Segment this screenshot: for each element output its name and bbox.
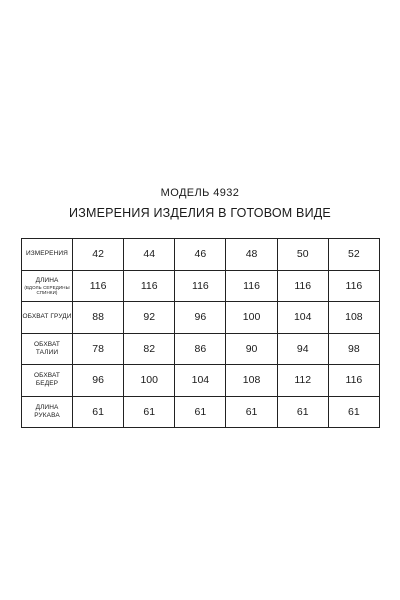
table-cell: 88: [73, 302, 124, 334]
table-cell: 61: [73, 396, 124, 428]
table-cell: 52: [328, 239, 379, 271]
table-cell: 86: [175, 333, 226, 365]
table-cell: 61: [175, 396, 226, 428]
row-label-text: ИЗМЕРЕНИЯ: [26, 250, 68, 258]
table-row: [22, 239, 380, 271]
table-cell: 104: [277, 302, 328, 334]
table-cell: 61: [277, 396, 328, 428]
table-row: [22, 333, 380, 365]
table-row: [22, 396, 380, 428]
table-cell: 42: [73, 239, 124, 271]
table-cell: 116: [124, 270, 175, 302]
table-row: [22, 302, 380, 334]
row-label: [22, 333, 73, 365]
row-label: [22, 365, 73, 397]
table-cell: 108: [328, 302, 379, 334]
table-cell: 61: [226, 396, 277, 428]
table-cell: 92: [124, 302, 175, 334]
table-cell: 116: [328, 270, 379, 302]
page-title: ИЗМЕРЕНИЯ ИЗДЕЛИЯ В ГОТОВОМ ВИДЕ: [69, 206, 331, 220]
row-label-text: ДЛИНА РУКАВА: [34, 403, 60, 419]
row-label-text: ДЛИНА: [35, 276, 59, 284]
row-label-text: ОБХВАТ ТАЛИИ: [33, 340, 61, 356]
table-cell: 61: [328, 396, 379, 428]
table-cell: 116: [277, 270, 328, 302]
table-cell: 100: [124, 365, 175, 397]
table-cell: 108: [226, 365, 277, 397]
table-cell: 96: [73, 365, 124, 397]
table-cell: 116: [226, 270, 277, 302]
model-number: МОДЕЛЬ 4932: [160, 187, 240, 199]
row-label: [22, 396, 73, 428]
row-label: [22, 270, 73, 302]
row-label-text: ОБХВАТ ГРУДИ: [22, 313, 72, 321]
table-cell: 98: [328, 333, 379, 365]
row-sublabel-text: (ВДОЛЬ СЕРЕДИНЫ СПИНКИ): [24, 284, 70, 295]
table-row: [22, 270, 380, 302]
table-cell: 116: [328, 365, 379, 397]
row-label-text: ОБХВАТ БЕДЕР: [33, 372, 61, 388]
size-table: [21, 238, 380, 428]
table-cell: 46: [175, 239, 226, 271]
table-cell: 94: [277, 333, 328, 365]
table-cell: 96: [175, 302, 226, 334]
table-cell: 50: [277, 239, 328, 271]
table-cell: 112: [277, 365, 328, 397]
table-row: [22, 365, 380, 397]
table-cell: 90: [226, 333, 277, 365]
row-label: [22, 239, 73, 271]
table-cell: 104: [175, 365, 226, 397]
table-cell: 116: [175, 270, 226, 302]
table-cell: 44: [124, 239, 175, 271]
table-cell: 82: [124, 333, 175, 365]
table-cell: 100: [226, 302, 277, 334]
table-cell: 116: [73, 270, 124, 302]
table-cell: 78: [73, 333, 124, 365]
table-cell: 61: [124, 396, 175, 428]
table-cell: 48: [226, 239, 277, 271]
row-label: [22, 302, 73, 334]
